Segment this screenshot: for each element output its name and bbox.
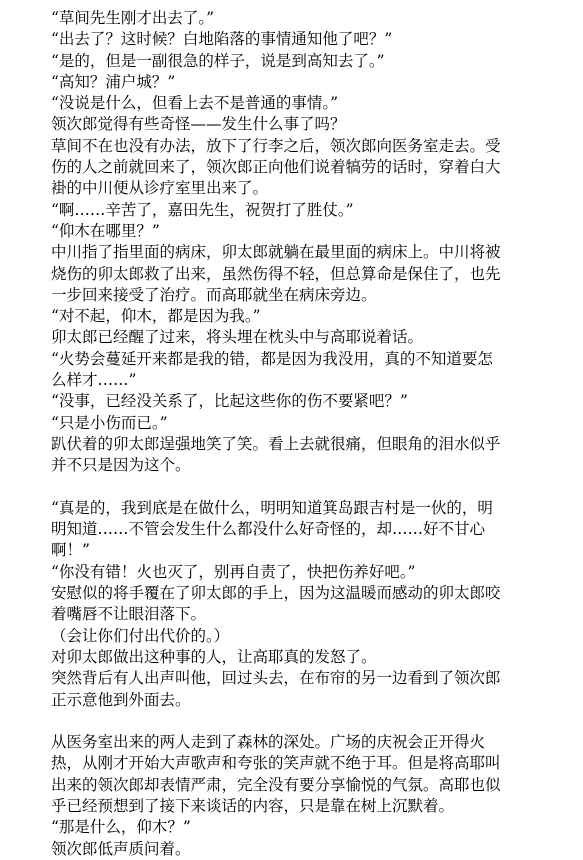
text-line: “草间先生刚才出去了。” <box>51 9 215 27</box>
text-line: 啊！” <box>51 541 90 560</box>
text-line: 乎已经预想到了接下来谈话的内容，只是靠在树上沉默着。 <box>51 796 455 815</box>
text-line: 草间不在也没有办法，放下了行李之后，领次郎向医务室走去。受 <box>51 136 501 155</box>
text-line: “没说是什么，但看上去不是普通的事情。” <box>51 94 339 113</box>
text-line: “高知？浦户城？” <box>51 72 176 91</box>
text-line: 着嘴唇不让眼泪落下。 <box>51 605 207 624</box>
text-line: 领次郎低声质问着。 <box>51 839 191 858</box>
text-line: “你没有错！火也灭了，别再自责了，快把伤养好吧。” <box>51 562 416 581</box>
text-line: 正示意他到外面去。 <box>51 690 191 709</box>
text-line: 么样才……” <box>51 371 137 390</box>
text-line: “出去了？这时候？白地陷落的事情通知他了吧？” <box>51 30 393 49</box>
text-line: 中川指了指里面的病床，卯太郎就躺在最里面的病床上。中川将被 <box>51 243 501 262</box>
text-line: 一步回来接受了治疗。而高耶就坐在病床旁边。 <box>51 285 377 304</box>
text-line: 热，从刚才开始大声歌声和夸张的笑声就不绝于耳。但是将高耶叫 <box>51 754 501 773</box>
text-line: 突然背后有人出声叫他，回过头去，在布帘的另一边看到了领次郎 <box>51 669 501 688</box>
text-line: “啊……辛苦了，嘉田先生，祝贺打了胜仗。” <box>51 200 354 219</box>
paragraph-gap <box>51 711 567 732</box>
text-line: “真是的，我到底是在做什么，明明知道箕岛跟吉村是一伙的，明 <box>51 498 493 517</box>
text-line: “只是小伤而已。” <box>51 413 168 432</box>
text-line: 卯太郎已经醒了过来，将头埋在枕头中与高耶说着话。 <box>51 328 424 347</box>
text-line: 褂的中川便从诊疗室里出来了。 <box>51 179 269 198</box>
text-line: 烧伤的卯太郎救了出来，虽然伤得不轻，但总算命是保住了，也先 <box>51 264 501 283</box>
text-line: 明知道……不管会发生什么都没什么好奇怪的，却……好不甘心 <box>51 520 486 539</box>
text-line: “火势会蔓延开来都是我的错，都是因为我没用，真的不知道要怎 <box>51 349 493 368</box>
text-line: “是的，但是一副很急的样子，说是到高知去了。” <box>51 51 385 70</box>
text-line: “那是什么，仰木？” <box>51 818 191 837</box>
paragraph-block-3 <box>51 732 567 860</box>
text-line: “对不起，仰木，都是因为我。” <box>51 307 261 326</box>
text-line: 领次郎觉得有些奇怪——发生什么事了吗？ <box>51 115 346 134</box>
text-line: 安慰似的将手覆在了卯太郎的手上，因为这温暖而感动的卯太郎咬 <box>51 584 501 603</box>
paragraph-gap <box>51 477 567 498</box>
text-line: 并不只是因为这个。 <box>51 456 191 475</box>
text-line: “没事，已经没关系了，比起这些你的伤不要紧吧？” <box>51 392 408 411</box>
text-line: 从医务室出来的两人走到了森林的深处。广场的庆祝会正开得火 <box>51 733 486 752</box>
text-line: “仰木在哪里？” <box>51 221 160 240</box>
text-line: 趴伏着的卯太郎逞强地笑了笑。看上去就很痛，但眼角的泪水似乎 <box>51 434 501 453</box>
paragraph-block-1 <box>51 8 567 477</box>
text-line: 伤的人之前就回来了，领次郎正向他们说着犒劳的话时，穿着白大 <box>51 158 501 177</box>
text-line: （会让你们付出代价的。） <box>51 626 230 645</box>
text-line: 出来的领次郎却表情严肃，完全没有要分享愉悦的气氛。高耶也似 <box>51 775 501 794</box>
text-line: 对卯太郎做出这种事的人，让高耶真的发怒了。 <box>51 647 377 666</box>
paragraph-block-2 <box>51 498 567 711</box>
